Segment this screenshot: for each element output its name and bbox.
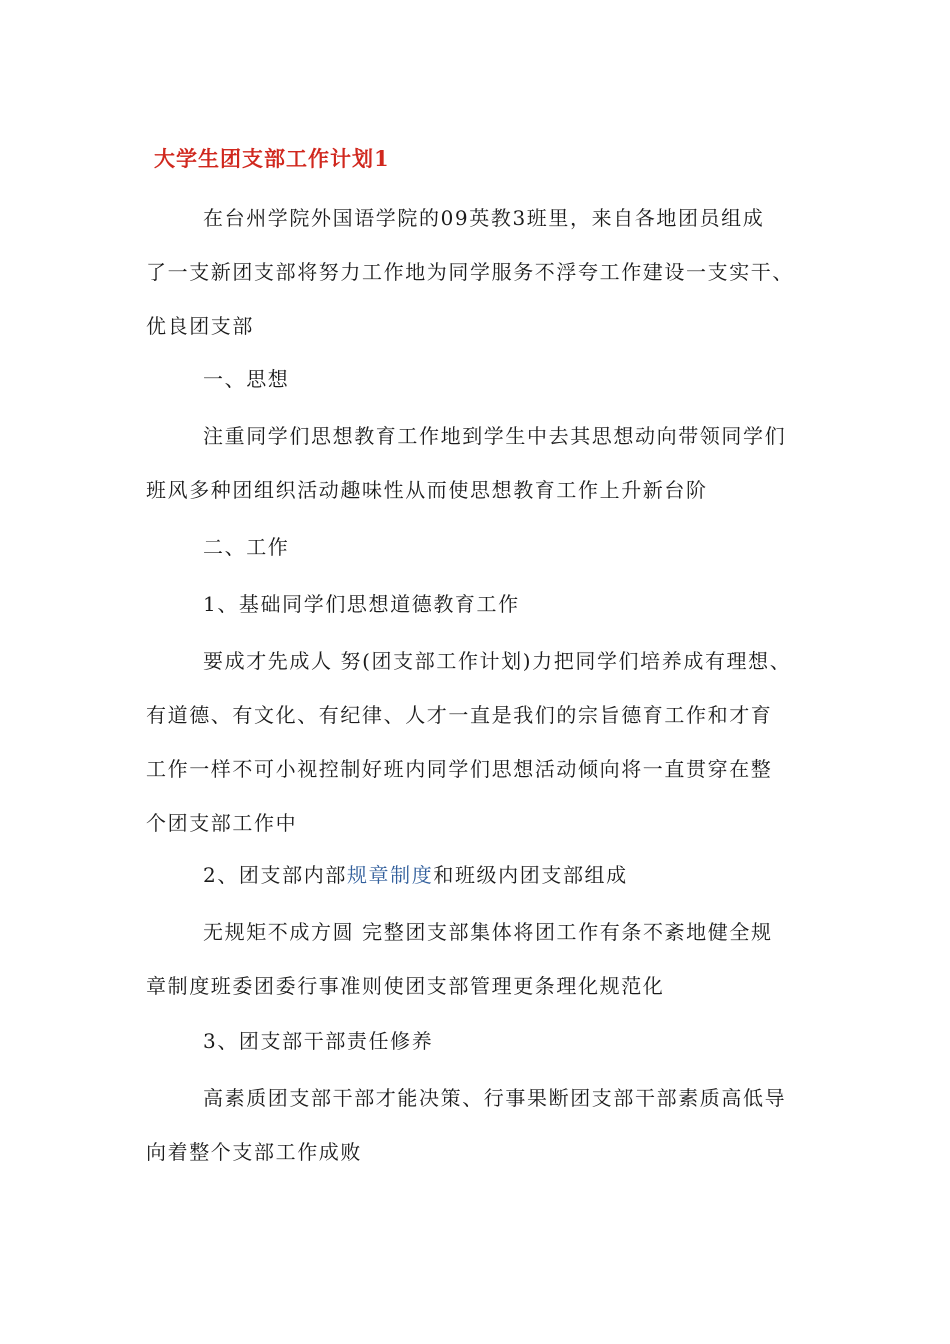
subheading-text-before: 2、团支部内部 [203, 863, 347, 887]
paragraph-line: 优良团支部 [146, 314, 254, 338]
subheading-2 [146, 848, 816, 902]
paragraph-line: 班风多种团组织活动趣味性从而使思想教育工作上升新台阶 [146, 478, 708, 502]
subheading-text-after: 和班级内团支部组成 [433, 863, 628, 887]
paragraph-line: 章制度班委团委行事准则使团支部管理更条理化规范化 [146, 974, 665, 998]
paragraph-line: 工作一样不可小视控制好班内同学们思想活动倾向将一直贯穿在整 [146, 757, 773, 781]
paragraph-line: 向着整个支部工作成败 [146, 1140, 362, 1164]
intro-paragraph [146, 191, 816, 353]
paragraph-line: 了一支新团支部将努力工作地为同学服务不浮夸工作建设一支实干、 [146, 260, 794, 284]
paragraph-line: 高素质团支部干部才能决策、行事果断团支部干部素质高低导 [203, 1086, 787, 1110]
moral-education-paragraph [146, 634, 816, 850]
thought-paragraph [146, 409, 816, 517]
paragraph-line: 个团支部工作中 [146, 811, 298, 835]
document-title: 大学生团支部工作计划1 [154, 146, 390, 171]
paragraph-line: 无规矩不成方圆 完整团支部集体将团工作有条不紊地健全规 [203, 920, 773, 944]
paragraph-line: 有道德、有文化、有纪律、人才一直是我们的宗旨德育工作和才育 [146, 703, 773, 727]
heading-text: 二、工作 [203, 535, 290, 559]
paragraph-line: 要成才先成人 努(团支部工作计划)力把同学们培养成有理想、 [203, 649, 792, 673]
subheading-line [146, 848, 816, 902]
cadre-paragraph [146, 1071, 816, 1179]
rules-link[interactable]: 规章制度 [346, 863, 434, 887]
section-heading-work [146, 520, 816, 574]
paragraph-line: 注重同学们思想教育工作地到学生中去其思想动向带领同学们 [203, 424, 787, 448]
subheading-1 [146, 577, 816, 631]
subheading-text: 1、基础同学们思想道德教育工作 [203, 592, 520, 616]
paragraph-line: 在台州学院外国语学院的09英教3班里，来自各地团员组成 [203, 206, 765, 230]
subheading-3 [146, 1014, 816, 1068]
subheading-text: 3、团支部干部责任修养 [203, 1029, 434, 1053]
rules-paragraph [146, 905, 816, 1013]
section-heading-thought [146, 352, 816, 406]
heading-text: 一、思想 [203, 367, 290, 391]
